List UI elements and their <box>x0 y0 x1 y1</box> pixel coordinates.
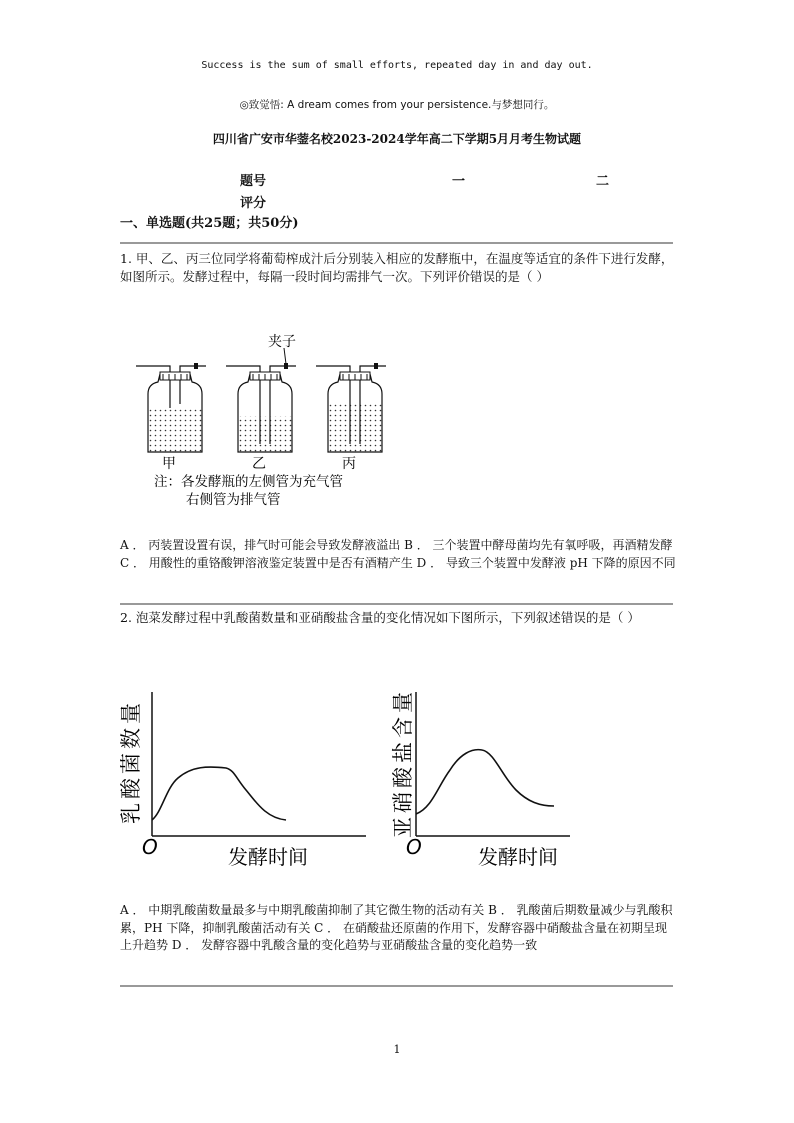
lactic-bacteria-graph <box>119 692 366 869</box>
page-title: 四川省广安市华蓥名校2023-2024学年高二下学期5月月考生物试题 <box>212 132 582 146</box>
lactic-bacteria-curve <box>152 767 286 820</box>
y-axis-label: 亚硝酸盐含量 <box>391 688 415 838</box>
section-heading: 一、单选题(共25题；共50分) <box>120 216 299 231</box>
question-2-options: A ． 中期乳酸菌数量最多与中期乳酸菌抑制了其它微生物的活动有关 B ． 乳酸菌后期数量减少与乳酸积累，PH 下降，抑制乳酸菌活动有关 C ． 在硝酸盐还原菌的作用下，发酵容器中硝酸盐含量在初期呈现上升趋势 D ． 发酵容器中乳酸含量的变化趋势与亚硝酸盐含量的变化趋势一致 <box>120 903 673 952</box>
divider <box>120 242 673 244</box>
nitrite-graph <box>391 688 570 869</box>
bottle-jia <box>136 363 206 452</box>
divider <box>120 603 673 605</box>
bottle-bing <box>316 363 386 452</box>
question-2-text: 2. 泡菜发酵过程中乳酸菌数量和亚硝酸盐含量的变化情况如下图所示，下列叙述错误的是（ ） <box>120 610 640 625</box>
x-axis-label: 发酵时间 <box>478 845 558 869</box>
question-1-options: A ． 丙装置设置有误，排气时可能会导致发酵液溢出 B ． 三个装置中酵母菌均先有氧呼吸，再酒精发酵 C ． 用酸性的重铬酸钾溶液鉴定装置中是否有酒精产生 D ． 导致三个装置中发酵液 pH 下降的原因不同 <box>120 538 676 570</box>
score-table-col-2: 二 <box>596 174 610 189</box>
fermentation-bottles-figure <box>128 328 398 512</box>
bottle-label-jia: 甲 <box>162 456 176 472</box>
question-1-text: 1. 甲、乙、丙三位同学将葡萄榨成汁后分别装入相应的发酵瓶中，在温度等适宜的条件下进行发酵，如图所示。发酵过程中，每隔一段时间均需排气一次。下列评价错误的是（ ） <box>120 251 674 284</box>
score-table-col-1: 一 <box>452 174 466 189</box>
bottle-yi <box>226 348 296 452</box>
curves-figure <box>116 682 576 872</box>
clip-label: 夹子 <box>268 334 296 350</box>
figure-note-line-2: 右侧管为排气管 <box>186 492 281 508</box>
bottle-label-yi: 乙 <box>252 456 266 472</box>
figure-note-line-1: 注：各发酵瓶的左侧管为充气管 <box>154 474 343 490</box>
score-table-row-label-number: 题号 <box>240 174 267 189</box>
motto-chinese: ◎致觉悟: A dream comes from your persistence.与梦想同行。 <box>239 99 555 111</box>
page-number: 1 <box>393 1043 401 1056</box>
y-axis-label: 乳酸菌数量 <box>119 699 143 824</box>
x-axis-label: 发酵时间 <box>228 845 308 869</box>
bottle-label-bing: 丙 <box>342 456 356 472</box>
divider <box>120 985 673 987</box>
score-table-row-label-score: 评分 <box>240 196 267 211</box>
origin-label: O <box>406 835 422 859</box>
motto-english: Success is the sum of small efforts, repeated day in and day out. <box>201 60 593 71</box>
origin-label: O <box>142 835 158 859</box>
nitrite-curve <box>416 750 554 814</box>
